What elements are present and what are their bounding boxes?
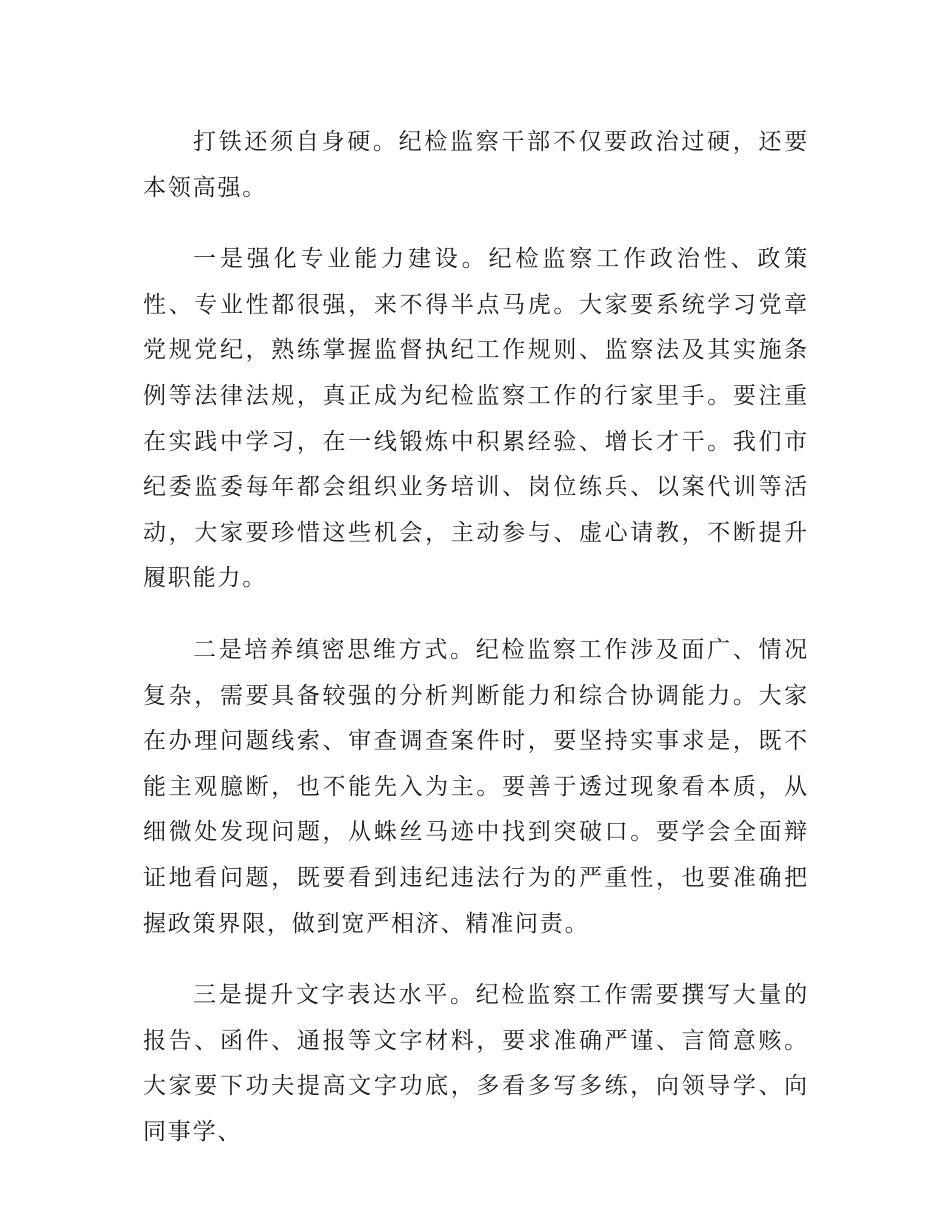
paragraph-rigorous-thinking: 二是培养缜密思维方式。纪检监察工作涉及面广、情况复杂，需要具备较强的分析判断能力和综合协调能力。大家在办理问题线索、审查调查案件时，要坚持实事求是，既不能主观臆断，也不能先入为主。要善于透过现象看本质，从细微处发现问题，从蛛丝马迹中找到突破口。要学会全面辩证地看问题，既要看到违纪违法行为的严重性，也要准确把握政策界限，做到宽严相济、精准问责。 (143, 636, 809, 937)
paragraph-professional-ability: 一是强化专业能力建设。纪检监察工作政治性、政策性、专业性都很强，来不得半点马虎。大家要系统学习党章党规党纪，熟练掌握监督执纪工作规则、监察法及其实施条例等法律法规，真正成为纪检监察工作的行家里手。要注重在实践中学习，在一线锻炼中积累经验、增长才干。我们市纪委监委每年都会组织业务培训、岗位练兵、以案代训等活动，大家要珍惜这些机会，主动参与、虚心请教，不断提升履职能力。 (143, 246, 809, 592)
paragraph-writing-skills: 三是提升文字表达水平。纪检监察工作需要撰写大量的报告、函件、通报等文字材料，要求准确严谨、言简意赅。大家要下功夫提高文字功底，多看多写多练，向领导学、向同事学、 (143, 982, 809, 1145)
document-body (143, 120, 809, 1181)
paragraph-intro: 打铁还须自身硬。纪检监察干部不仅要政治过硬，还要本领高强。 (143, 129, 809, 201)
